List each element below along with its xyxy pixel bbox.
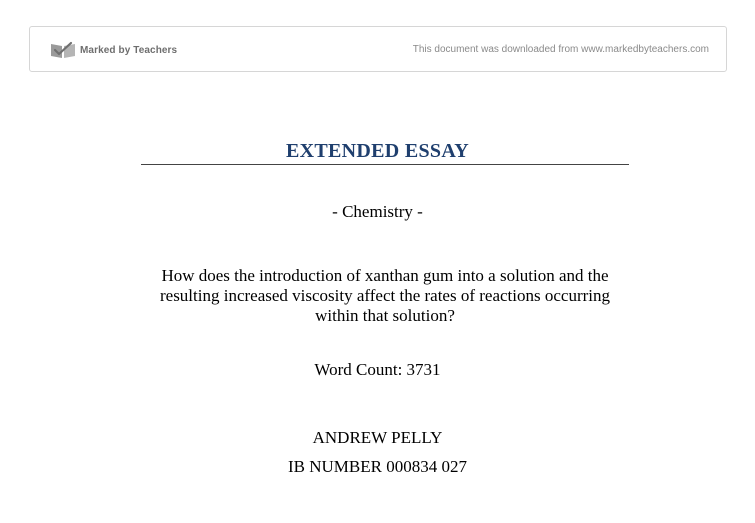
brand-name: Marked by Teachers xyxy=(80,44,178,56)
author-name: ANDREW PELLY xyxy=(312,428,443,447)
subject-line: - Chemistry - xyxy=(332,202,423,221)
ib-number: IB NUMBER 000834 027 xyxy=(288,457,467,476)
page-header xyxy=(29,26,727,72)
download-note: This document was downloaded from www.markedbyteachers.com xyxy=(412,44,709,55)
document-title: EXTENDED ESSAY xyxy=(286,140,469,162)
research-question: How does the introduction of xanthan gum into a solution and the resulting increased viscosity affect the rates of reactions occurring within that solution? xyxy=(159,266,610,325)
open-book-check-icon xyxy=(50,41,76,59)
title-divider xyxy=(141,164,629,165)
brand[interactable] xyxy=(50,41,177,59)
word-count: Word Count: 3731 xyxy=(314,360,441,379)
